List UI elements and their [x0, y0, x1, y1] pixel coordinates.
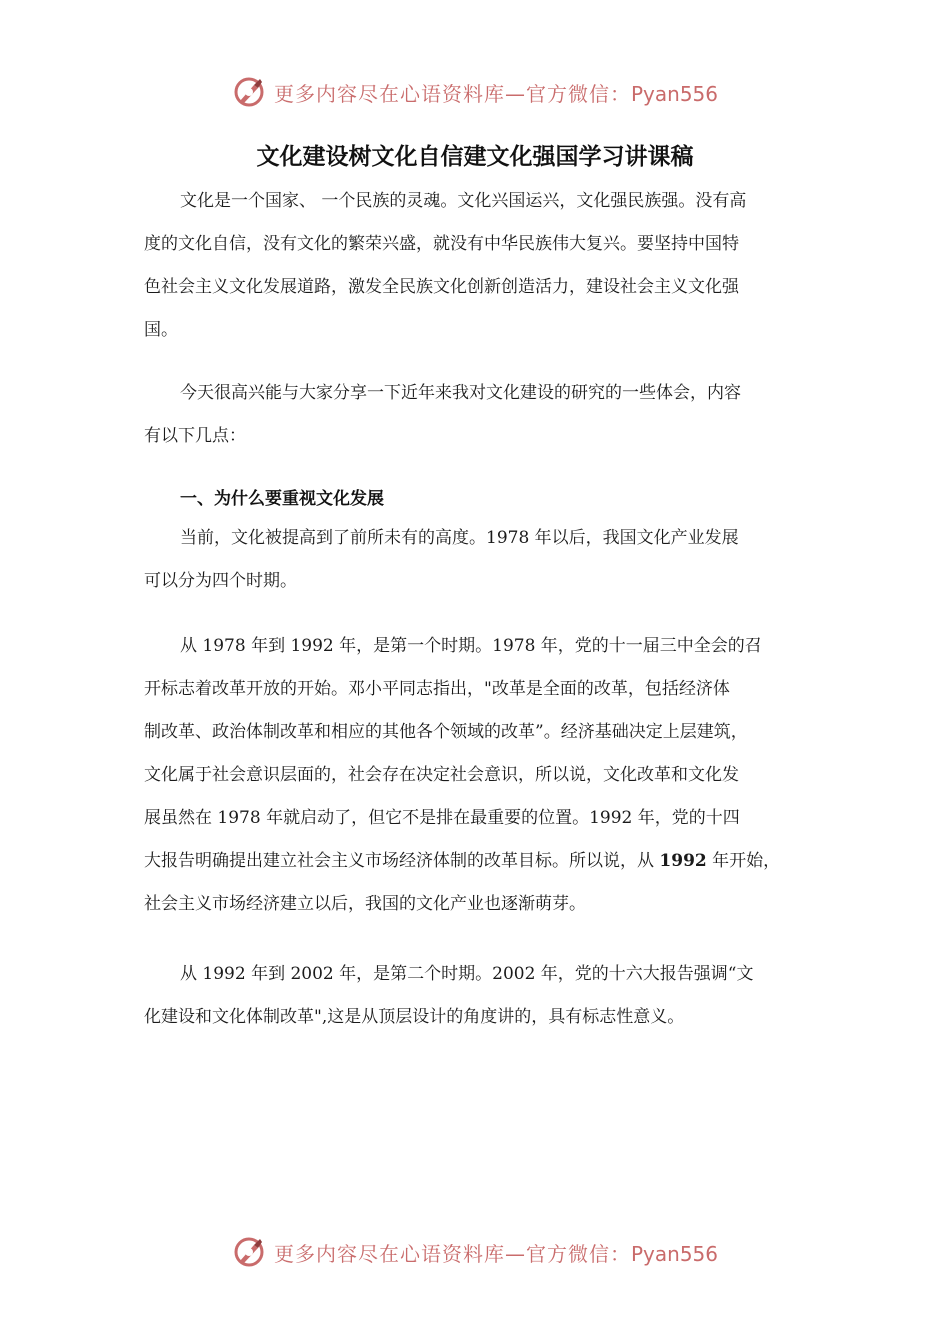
text-line: 展虽然在 1978 年就启动了，但它不是排在最重要的位置。1992 年，党的十四	[144, 808, 740, 828]
text-line: 今天很高兴能与大家分享一下近年来我对文化建设的研究的一些体会，内容	[180, 383, 741, 403]
pen-logo-icon	[232, 75, 266, 109]
text-line: 当前，文化被提高到了前所未有的高度。1978 年以后，我国文化产业发展	[180, 528, 739, 548]
text-line: 国。	[144, 320, 178, 340]
section-heading: 一、为什么要重视文化发展	[180, 489, 384, 509]
pen-logo-icon	[232, 1235, 266, 1269]
banner-text: 更多内容尽在心语资料库—官方微信：Pyan556	[273, 1241, 718, 1266]
header-banner	[0, 72, 950, 112]
text-line: 社会主义市场经济建立以后，我国的文化产业也逐渐萌芽。	[144, 894, 586, 914]
text-line: 文化属于社会意识层面的，社会存在决定社会意识，所以说，文化改革和文化发	[144, 765, 739, 785]
text-line: 制改革、政治体制改革和相应的其他各个领域的改革”。经济基础决定上层建筑，	[144, 722, 748, 742]
period1-paragraph	[144, 625, 844, 926]
text-line: 开标志着改革开放的开始。邓小平同志指出，"改革是全面的改革，包括经济体	[144, 679, 730, 699]
text-line: 有以下几点：	[144, 426, 246, 446]
share-paragraph	[144, 372, 844, 458]
footer-banner	[0, 1232, 950, 1272]
text-line: 大报告明确提出建立社会主义市场经济体制的改革目标。所以说，从 1992 年开始，	[144, 851, 781, 871]
banner-text: 更多内容尽在心语资料库—官方微信：Pyan556	[273, 81, 718, 106]
text-line: 可以分为四个时期。	[144, 571, 297, 591]
text-line: 色社会主义文化发展道路，激发全民族文化创新创造活力，建设社会主义文化强	[144, 277, 739, 297]
text-line: 从 1992 年到 2002 年，是第二个时期。2002 年，党的十六大报告强调“文	[180, 964, 754, 984]
text-line: 化建设和文化体制改革",这是从顶层设计的角度讲的，具有标志性意义。	[144, 1007, 685, 1027]
text-line: 文化是一个国家、 一个民族的灵魂。文化兴国运兴，文化强民族强。没有高	[180, 191, 747, 211]
text-line: 度的文化自信，没有文化的繁荣兴盛，就没有中华民族伟大复兴。要坚持中国特	[144, 234, 739, 254]
current-paragraph	[144, 517, 844, 603]
intro-paragraph	[144, 180, 844, 352]
page-title: 文化建设树文化自信建文化强国学习讲课稿	[256, 144, 694, 170]
text-line: 从 1978 年到 1992 年，是第一个时期。1978 年，党的十一届三中全会的召	[180, 636, 762, 656]
period2-paragraph	[144, 953, 844, 1039]
